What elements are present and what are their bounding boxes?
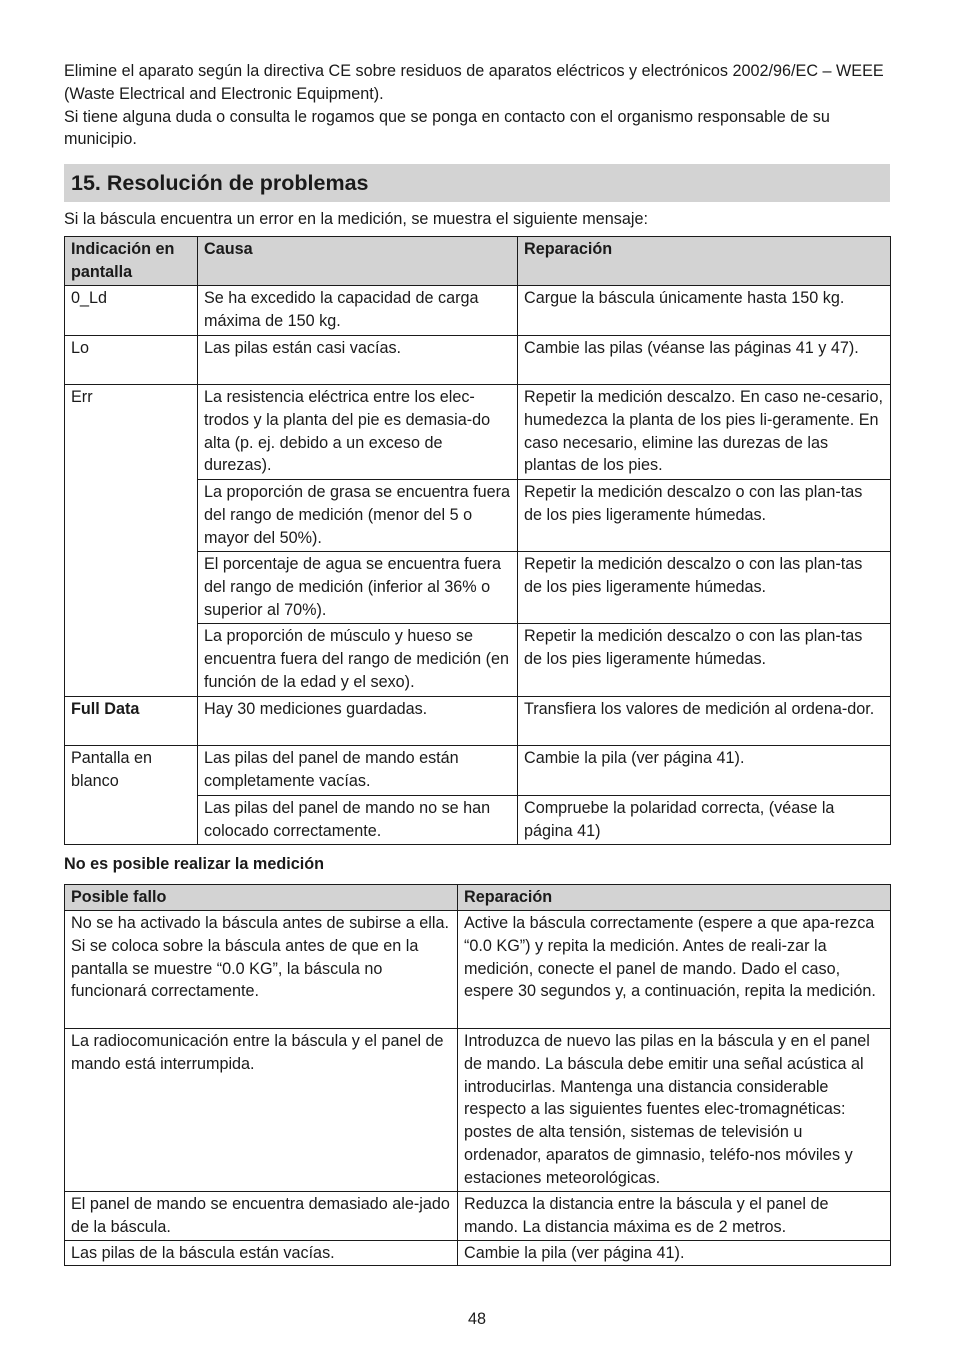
- fault-cell: Las pilas de la báscula están vacías.: [65, 1241, 458, 1266]
- cause-cell: La resistencia eléctrica entre los elec-trodos y la planta del pie es demasia-do alta (p. ej. debido a un exceso de durezas).: [198, 385, 518, 480]
- display-cell: Err: [65, 385, 198, 697]
- section-title: 15. Resolución de problemas: [64, 164, 890, 202]
- table-header-row: [65, 885, 891, 911]
- cause-cell: Las pilas están casi vacías.: [198, 336, 518, 385]
- table-row: [65, 336, 891, 385]
- fault-cell: No se ha activado la báscula antes de subirse a ella. Si se coloca sobre la báscula antes de que en la pantalla se muestre “0.0 KG”, la báscula no funcionará correctamente.: [65, 911, 458, 1029]
- fix-cell: Repetir la medición descalzo. En caso ne-cesario, humedezca la planta de los pies li-geramente. En caso necesario, elimine las durezas de las plantas de los pies.: [518, 385, 891, 480]
- header-fault: Posible fallo: [65, 885, 458, 911]
- measurement-fault-table: [64, 884, 891, 1266]
- table-row: [65, 1192, 891, 1241]
- table-row: [65, 385, 891, 480]
- fix-cell: Cambie la pila (ver página 41).: [518, 746, 891, 796]
- cause-cell: Las pilas del panel de mando están completamente vacías.: [198, 746, 518, 796]
- fault-cell: La radiocomunicación entre la báscula y el panel de mando está interrumpida.: [65, 1029, 458, 1192]
- table-row: [65, 286, 891, 336]
- header-cause: Causa: [198, 237, 518, 286]
- cause-cell: Hay 30 mediciones guardadas.: [198, 697, 518, 746]
- cause-cell: El porcentaje de agua se encuentra fuera del rango de medición (inferior al 36% o superior al 70%).: [198, 552, 518, 624]
- fix-cell: Cargue la báscula únicamente hasta 150 kg.: [518, 286, 891, 336]
- table-row: [65, 911, 891, 1029]
- display-cell: 0_Ld: [65, 286, 198, 336]
- table-row: [65, 746, 891, 796]
- table-row: [65, 1241, 891, 1266]
- header-fix: Reparación: [518, 237, 891, 286]
- lead-text: Si la báscula encuentra un error en la medición, se muestra el siguiente mensaje:: [64, 210, 648, 228]
- display-cell: Pantalla en blanco: [65, 746, 198, 845]
- fix-cell: Repetir la medición descalzo o con las plan-tas de los pies ligeramente húmedas.: [518, 552, 891, 624]
- fix-cell: Repetir la medición descalzo o con las plan-tas de los pies ligeramente húmedas.: [518, 624, 891, 697]
- fix-cell: Cambie las pilas (véanse las páginas 41 y 47).: [518, 336, 891, 385]
- intro-text: [64, 60, 890, 151]
- display-cell: Full Data: [65, 697, 198, 746]
- fault-cell: El panel de mando se encuentra demasiado ale-jado de la báscula.: [65, 1192, 458, 1241]
- cause-cell: La proporción de músculo y hueso se encuentra fuera del rango de medición (en función de la edad y el sexo).: [198, 624, 518, 697]
- error-messages-table: [64, 236, 891, 845]
- cause-cell: Se ha excedido la capacidad de carga máxima de 150 kg.: [198, 286, 518, 336]
- fix-cell: Introduzca de nuevo las pilas en la báscula y en el panel de mando. La báscula debe emitir una señal acústica al introducirlas. Mantenga una distancia considerable respecto a las siguientes fuentes elec-tromagnéticas: postes de alta tensión, sistemas de televisión u ordenador, aparatos de gimnasio, teléfo-nos móviles y estaciones meteorológicas.: [458, 1029, 891, 1192]
- fix-cell: Reduzca la distancia entre la báscula y el panel de mando. La distancia máxima es de 2 metros.: [458, 1192, 891, 1241]
- fix-cell: Repetir la medición descalzo o con las plan-tas de los pies ligeramente húmedas.: [518, 480, 891, 552]
- cause-cell: Las pilas del panel de mando no se han colocado correctamente.: [198, 796, 518, 845]
- table-header-row: [65, 237, 891, 286]
- disposal-paragraph: Elimine el aparato según la directiva CE sobre residuos de aparatos eléctricos y electrónicos 2002/96/EC – WEEE (Waste Electrical and Electronic Equipment).: [64, 62, 884, 103]
- contact-paragraph: Si tiene alguna duda o consulta le rogamos que se ponga en contacto con el organismo responsable de su municipio.: [64, 107, 830, 149]
- header-fix: Reparación: [458, 885, 891, 911]
- fix-cell: Cambie la pila (ver página 41).: [458, 1241, 891, 1266]
- header-display: Indicación en pantalla: [65, 237, 198, 286]
- page-number: 48: [467, 1310, 486, 1328]
- cause-cell: La proporción de grasa se encuentra fuera del rango de medición (menor del 5 o mayor del 50%).: [198, 480, 518, 552]
- table-row: [65, 697, 891, 746]
- fix-cell: Active la báscula correctamente (espere a que apa-rezca “0.0 KG”) y repita la medición. Antes de reali-zar la medición, conecte el panel de mando. Dado el caso, espere 30 segundos y, a continuación, repita la medición.: [458, 911, 891, 1029]
- measurement-subheading: No es posible realizar la medición: [64, 855, 324, 873]
- display-cell: Lo: [65, 336, 198, 385]
- fix-cell: Compruebe la polaridad correcta, (véase la página 41): [518, 796, 891, 845]
- fix-cell: Transfiera los valores de medición al ordena-dor.: [518, 697, 891, 746]
- table-row: [65, 1029, 891, 1192]
